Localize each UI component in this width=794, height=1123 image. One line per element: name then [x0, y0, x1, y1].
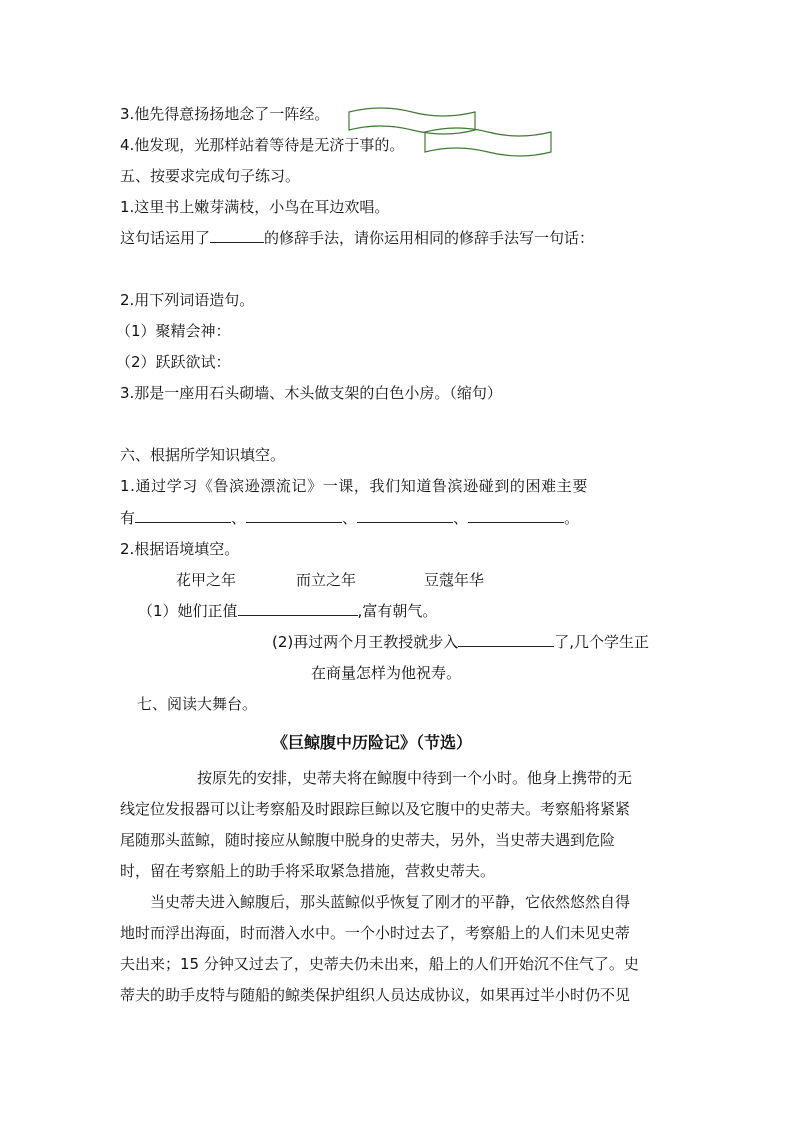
- answer-blank-1[interactable]: [135, 508, 231, 523]
- ribbon-decoration-2: [422, 124, 554, 158]
- word-option-3: 豆蔻年华: [424, 571, 485, 589]
- separator: 、: [231, 509, 247, 527]
- section-5-heading: 五、按要求完成句子练习。: [120, 167, 301, 185]
- s5-q3: 3.那是一座用石头砌墙、木头做支架的白色小房。（缩句）: [120, 384, 502, 402]
- para2-line2: 地时而浮出海面，时而潜入水中。一个小时过去了，考察船上的人们未见史蒂: [120, 924, 631, 942]
- s6-q2-s2-line2: 在商量怎样为他祝寿。: [311, 664, 462, 682]
- para1-line2: 线定位发报器可以让考察船及时跟踪巨鲸以及它腹中的史蒂夫。考察船将紧紧: [120, 800, 631, 818]
- s5-q1-prompt-post: 的修辞手法，请你运用相同的修辞手法写一句话：: [264, 229, 595, 247]
- item-3: 3.他先得意扬扬地念了一阵经。: [120, 105, 330, 123]
- separator: 、: [342, 509, 358, 527]
- reading-title: 《巨鲸腹中历险记》（节选）: [272, 733, 473, 752]
- s6-q2-title: 2.根据语境填空。: [120, 540, 240, 558]
- item-4: 4.他发现，光那样站着等待是无济于事的。: [120, 136, 405, 154]
- para1-line4: 时，留在考察船上的助手将采取紧急措施，营救史蒂夫。: [120, 862, 496, 880]
- s5-q2-sub1: （1）聚精会神：: [116, 322, 231, 340]
- s5-q2-sub2: （2）跃跃欲试：: [116, 353, 231, 371]
- s6-q2-s2-pre: (2)再过两个月王教授就步入: [272, 633, 459, 651]
- para2-line1: 当史蒂夫进入鲸腹后，那头蓝鲸似乎恢复了刚才的平静，它依然悠然自得: [150, 893, 631, 911]
- separator: 、: [453, 509, 469, 527]
- answer-blank-4[interactable]: [468, 508, 564, 523]
- s5-q2-title: 2.用下列词语造句。: [120, 291, 255, 309]
- end-mark: 。: [564, 509, 580, 527]
- para1-line1: 按原先的安排，史蒂夫将在鲸腹中待到一个小时。他身上携带的无: [197, 769, 633, 787]
- answer-blank-2[interactable]: [246, 508, 342, 523]
- answer-blank-s1[interactable]: [238, 601, 358, 616]
- s6-q2-s2-post: 了,几个学生正: [554, 633, 650, 651]
- answer-blank-rhetoric[interactable]: [210, 228, 264, 243]
- s5-q1-sentence: 1.这里书上嫩芽满枝，小鸟在耳边欢唱。: [120, 198, 390, 216]
- para2-line3: 夫出来；15 分钟又过去了，史蒂夫仍未出来，船上的人们开始沉不住气了。史: [120, 955, 639, 973]
- word-option-2: 而立之年: [296, 571, 357, 589]
- para1-line3: 尾随那头蓝鲸，随时接应从鲸腹中脱身的史蒂夫，另外，当史蒂夫遇到危险: [120, 831, 616, 849]
- word-option-1: 花甲之年: [176, 571, 237, 589]
- section-7-heading: 七、阅读大舞台。: [137, 695, 258, 713]
- s5-q1-prompt: [120, 228, 594, 248]
- answer-blank-3[interactable]: [357, 508, 453, 523]
- s6-q1-line2-pre: 有: [120, 509, 136, 527]
- s6-q2-s1: [138, 601, 437, 621]
- s5-q1-prompt-pre: 这句话运用了: [120, 229, 211, 247]
- s6-q2-s1-post: ,富有朝气。: [357, 602, 438, 620]
- s6-q2-s2: [272, 632, 649, 652]
- para2-line4: 蒂夫的助手皮特与随船的鲸类保护组织人员达成协议，如果再过半小时仍不见: [120, 986, 631, 1004]
- section-6-heading: 六、根据所学知识填空。: [120, 446, 286, 464]
- answer-blank-s2[interactable]: [458, 632, 554, 647]
- s6-q1-line2: [120, 508, 579, 528]
- s6-q2-s1-pre: （1）她们正值: [138, 602, 238, 620]
- s6-q1-line1: 1.通过学习《鲁滨逊漂流记》一课，我们知道鲁滨逊碰到的困难主要: [120, 477, 588, 495]
